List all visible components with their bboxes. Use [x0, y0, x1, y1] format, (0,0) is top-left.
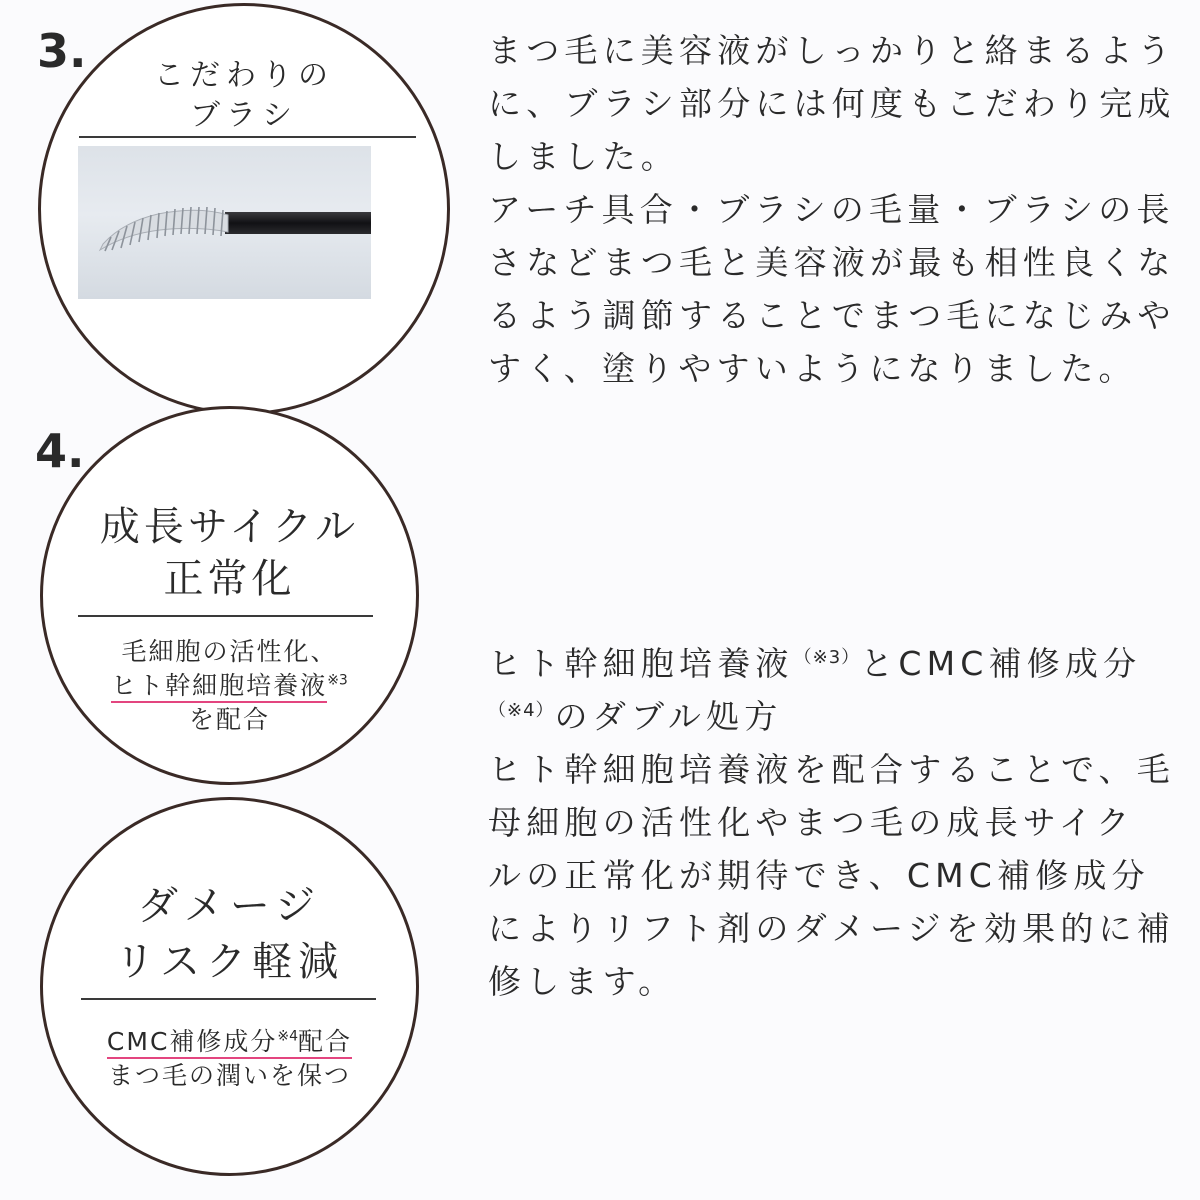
brush-description — [488, 24, 1178, 395]
section-4-number: 4. — [35, 424, 85, 478]
double-formula-description — [488, 637, 1178, 1008]
brush-feature-title-line-2: ブラシ — [190, 98, 298, 133]
brush-feature-title-line-1: こだわりの — [154, 58, 334, 93]
damage-risk-divider — [81, 998, 376, 1000]
double-formula-note-4: （※4） — [488, 700, 555, 721]
brush-description-line-5: さなどまつ毛と美容液が最も相性良くな — [488, 243, 1176, 282]
double-formula-line-3: ヒト幹細胞培養液を配合することで、毛 — [488, 750, 1175, 789]
stem-cell-highlight: ヒト幹細胞培養液 — [111, 671, 327, 703]
growth-cycle-divider — [78, 615, 373, 617]
double-formula-line-1-b: とCMC補修成分 — [860, 644, 1142, 683]
double-formula-line-6: によりリフト剤のダメージを効果的に補 — [488, 909, 1175, 948]
brush-description-line-6: るよう調節することでまつ毛になじみや — [488, 296, 1176, 335]
double-formula-line-7: 修します。 — [488, 962, 677, 1001]
double-formula-line-5: ルの正常化が期待でき、CMC補修成分 — [488, 856, 1150, 895]
cmc-highlight-suffix: 配合 — [298, 1027, 353, 1056]
double-formula-note-3: （※3） — [793, 647, 861, 668]
mascara-brush-image — [78, 146, 371, 299]
double-formula-line-4: 母細胞の活性化やまつ毛の成長サイク — [488, 803, 1135, 842]
damage-risk-title — [43, 878, 416, 990]
brush-description-line-2: に、ブラシ部分には何度もこだわり完成 — [488, 84, 1176, 123]
brush-description-line-4: アーチ具合・ブラシの毛量・ブラシの長 — [488, 190, 1175, 229]
damage-risk-title-line-1: ダメージ — [137, 883, 322, 929]
growth-cycle-circle — [40, 406, 419, 785]
brush-feature-title — [41, 56, 447, 136]
growth-cycle-title-line-2: 正常化 — [163, 556, 296, 602]
damage-risk-sub-line-2: まつ毛の潤いを保つ — [107, 1061, 351, 1090]
brush-feature-circle — [38, 3, 450, 415]
cmc-highlight-text: CMC補修成分 — [106, 1027, 278, 1056]
brush-photo — [78, 146, 371, 299]
damage-risk-sub — [43, 1025, 416, 1093]
brush-feature-divider — [79, 136, 416, 138]
note-3-marker: ※3 — [327, 672, 348, 689]
cmc-highlight — [107, 1027, 352, 1059]
growth-cycle-title — [43, 501, 416, 605]
brush-description-line-3: しました。 — [488, 137, 679, 176]
growth-cycle-sub — [43, 635, 416, 737]
damage-risk-sub-line-1 — [43, 1025, 416, 1059]
double-formula-line-2-b: のダブル処方 — [554, 697, 783, 736]
growth-cycle-sub-line-2 — [43, 669, 416, 703]
brush-description-line-7: すく、塗りやすいようになりました。 — [488, 349, 1137, 388]
growth-cycle-sub-line-3: を配合 — [188, 705, 270, 734]
brush-description-line-1: まつ毛に美容液がしっかりと絡まるよう — [488, 31, 1176, 70]
damage-risk-title-line-2: リスク軽減 — [114, 939, 345, 985]
damage-risk-circle — [40, 797, 419, 1176]
brush-bristles — [100, 210, 228, 250]
double-formula-line-2 — [488, 690, 1178, 743]
note-4-marker: ※4 — [277, 1028, 299, 1045]
section-3-number: 3. — [37, 24, 87, 78]
growth-cycle-sub-line-1: 毛細胞の活性化、 — [121, 637, 338, 666]
double-formula-line-1 — [488, 637, 1178, 690]
brush-rod — [225, 212, 371, 234]
double-formula-line-1-a: ヒト幹細胞培養液 — [488, 644, 794, 683]
growth-cycle-title-line-1: 成長サイクル — [99, 504, 360, 550]
